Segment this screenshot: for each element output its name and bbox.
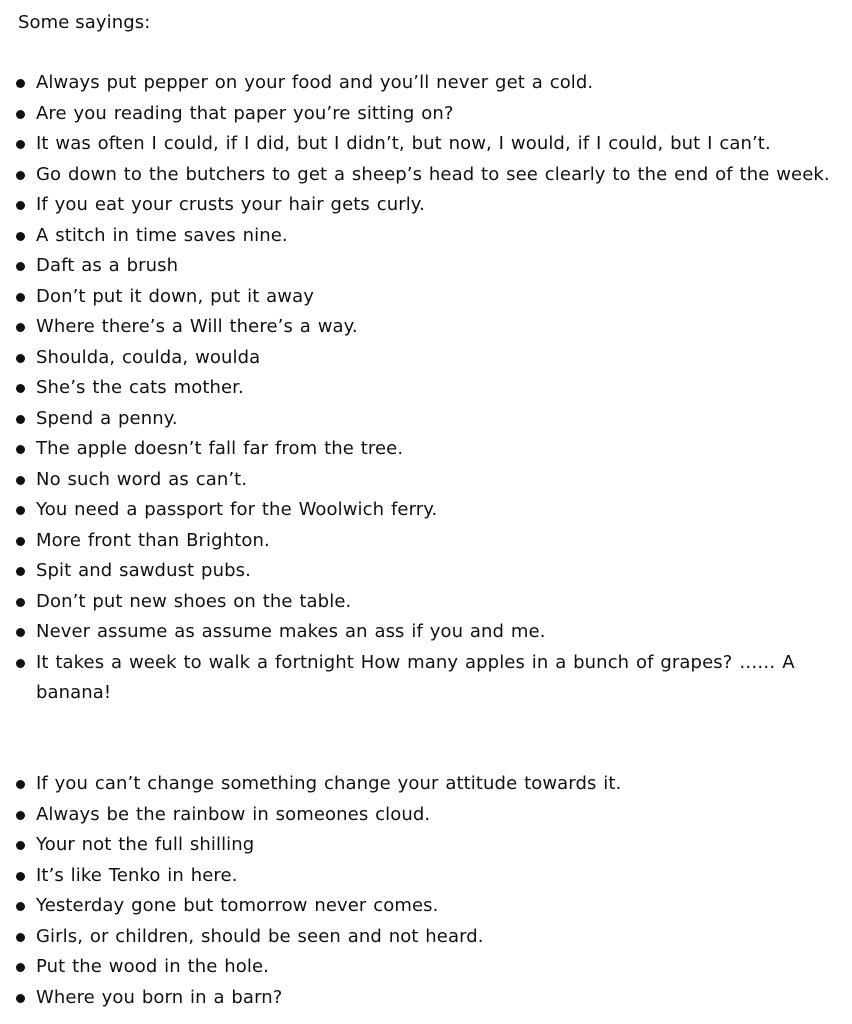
saying-text: Don’t put new shoes on the table.: [36, 590, 352, 612]
saying-text: Always be the rainbow in someones cloud.: [36, 803, 431, 825]
sayings-list-a: [0, 68, 852, 709]
bullet-icon: [16, 780, 25, 789]
saying-text: Girls, or children, should be seen and not heard.: [36, 925, 484, 947]
saying-text: It takes a week to walk a fortnight How many apples in a bunch of grapes? …… A banana!: [36, 651, 795, 703]
bullet-icon: [16, 506, 25, 515]
bullet-icon: [16, 110, 25, 119]
bullet-icon: [16, 567, 25, 576]
list-item: [0, 587, 852, 618]
saying-text: Shoulda, coulda, woulda: [36, 346, 261, 368]
saying-text: No such word as can’t.: [36, 468, 248, 490]
list-item: [0, 99, 852, 130]
saying-text: More front than Brighton.: [36, 529, 270, 551]
saying-text: It was often I could, if I did, but I didn’t, but now, I would, if I could, but I can’t.: [36, 133, 771, 154]
bullet-icon: [16, 384, 25, 393]
saying-text: The apple doesn’t fall far from the tree.: [36, 438, 404, 459]
bullet-icon: [16, 598, 25, 607]
bullet-icon: [16, 628, 25, 637]
bullet-icon: [16, 323, 25, 332]
list-item: [0, 434, 852, 465]
list-item: [0, 861, 852, 892]
list-item: [0, 526, 852, 557]
list-item: [0, 221, 852, 252]
bullet-icon: [16, 537, 25, 546]
saying-text: Always put pepper on your food and you’ll never get a cold.: [36, 72, 594, 93]
list-item: [0, 617, 852, 648]
intro-heading: Some sayings:: [18, 12, 151, 33]
list-item: [0, 129, 852, 160]
saying-text: Where there’s a Will there’s a way.: [36, 316, 358, 337]
bullet-icon: [16, 994, 25, 1003]
list-item: [0, 800, 852, 831]
saying-text: Don’t put it down, put it away: [36, 285, 315, 307]
bullet-icon: [16, 963, 25, 972]
list-item: [0, 648, 852, 709]
bullet-icon: [16, 841, 25, 850]
list-item: [0, 160, 852, 191]
list-item: [0, 922, 852, 953]
bullet-icon: [16, 232, 25, 241]
bullet-icon: [16, 445, 25, 454]
bullet-icon: [16, 902, 25, 911]
bullet-icon: [16, 933, 25, 942]
saying-text: Your not the full shilling: [36, 834, 255, 855]
saying-text: If you eat your crusts your hair gets curly.: [36, 194, 425, 215]
bullet-icon: [16, 415, 25, 424]
list-item: [0, 312, 852, 343]
bullet-icon: [16, 293, 25, 302]
bullet-icon: [16, 262, 25, 271]
list-item: [0, 282, 852, 313]
list-item: [0, 830, 852, 861]
saying-text: Where you born in a barn?: [36, 986, 283, 1008]
list-item: [0, 495, 852, 526]
list-item: [0, 465, 852, 496]
bullet-icon: [16, 659, 25, 668]
bullet-icon: [16, 872, 25, 881]
saying-text: Are you reading that paper you’re sitting on?: [36, 102, 454, 124]
list-item: [0, 556, 852, 587]
saying-text: You need a passport for the Woolwich ferry.: [36, 499, 438, 520]
list-item: [0, 769, 852, 800]
saying-text: She’s the cats mother.: [36, 377, 244, 398]
list-item: [0, 251, 852, 282]
list-item: [0, 373, 852, 404]
bullet-icon: [16, 354, 25, 363]
saying-text: A stitch in time saves nine.: [36, 224, 288, 246]
saying-text: Spend a penny.: [36, 407, 178, 429]
bullet-icon: [16, 201, 25, 210]
sayings-list-b: [0, 769, 852, 1013]
list-item: [0, 983, 852, 1014]
list-item: [0, 404, 852, 435]
bullet-icon: [16, 476, 25, 485]
bullet-icon: [16, 79, 25, 88]
bullet-icon: [16, 811, 25, 820]
saying-text: Put the wood in the hole.: [36, 956, 269, 977]
list-item: [0, 952, 852, 983]
saying-text: If you can’t change something change your attitude towards it.: [36, 773, 622, 794]
saying-text: Spit and sawdust pubs.: [36, 560, 251, 581]
bullet-icon: [16, 171, 25, 180]
saying-text: Never assume as assume makes an ass if you and me.: [36, 621, 546, 642]
saying-text: Daft as a brush: [36, 255, 179, 276]
saying-text: It’s like Tenko in here.: [36, 864, 238, 886]
bullet-icon: [16, 140, 25, 149]
saying-text: Go down to the butchers to get a sheep’s head to see clearly to the end of the week.: [36, 163, 830, 185]
list-item: [0, 190, 852, 221]
saying-text: Yesterday gone but tomorrow never comes.: [36, 895, 439, 916]
list-item: [0, 343, 852, 374]
list-item: [0, 68, 852, 99]
list-item: [0, 891, 852, 922]
